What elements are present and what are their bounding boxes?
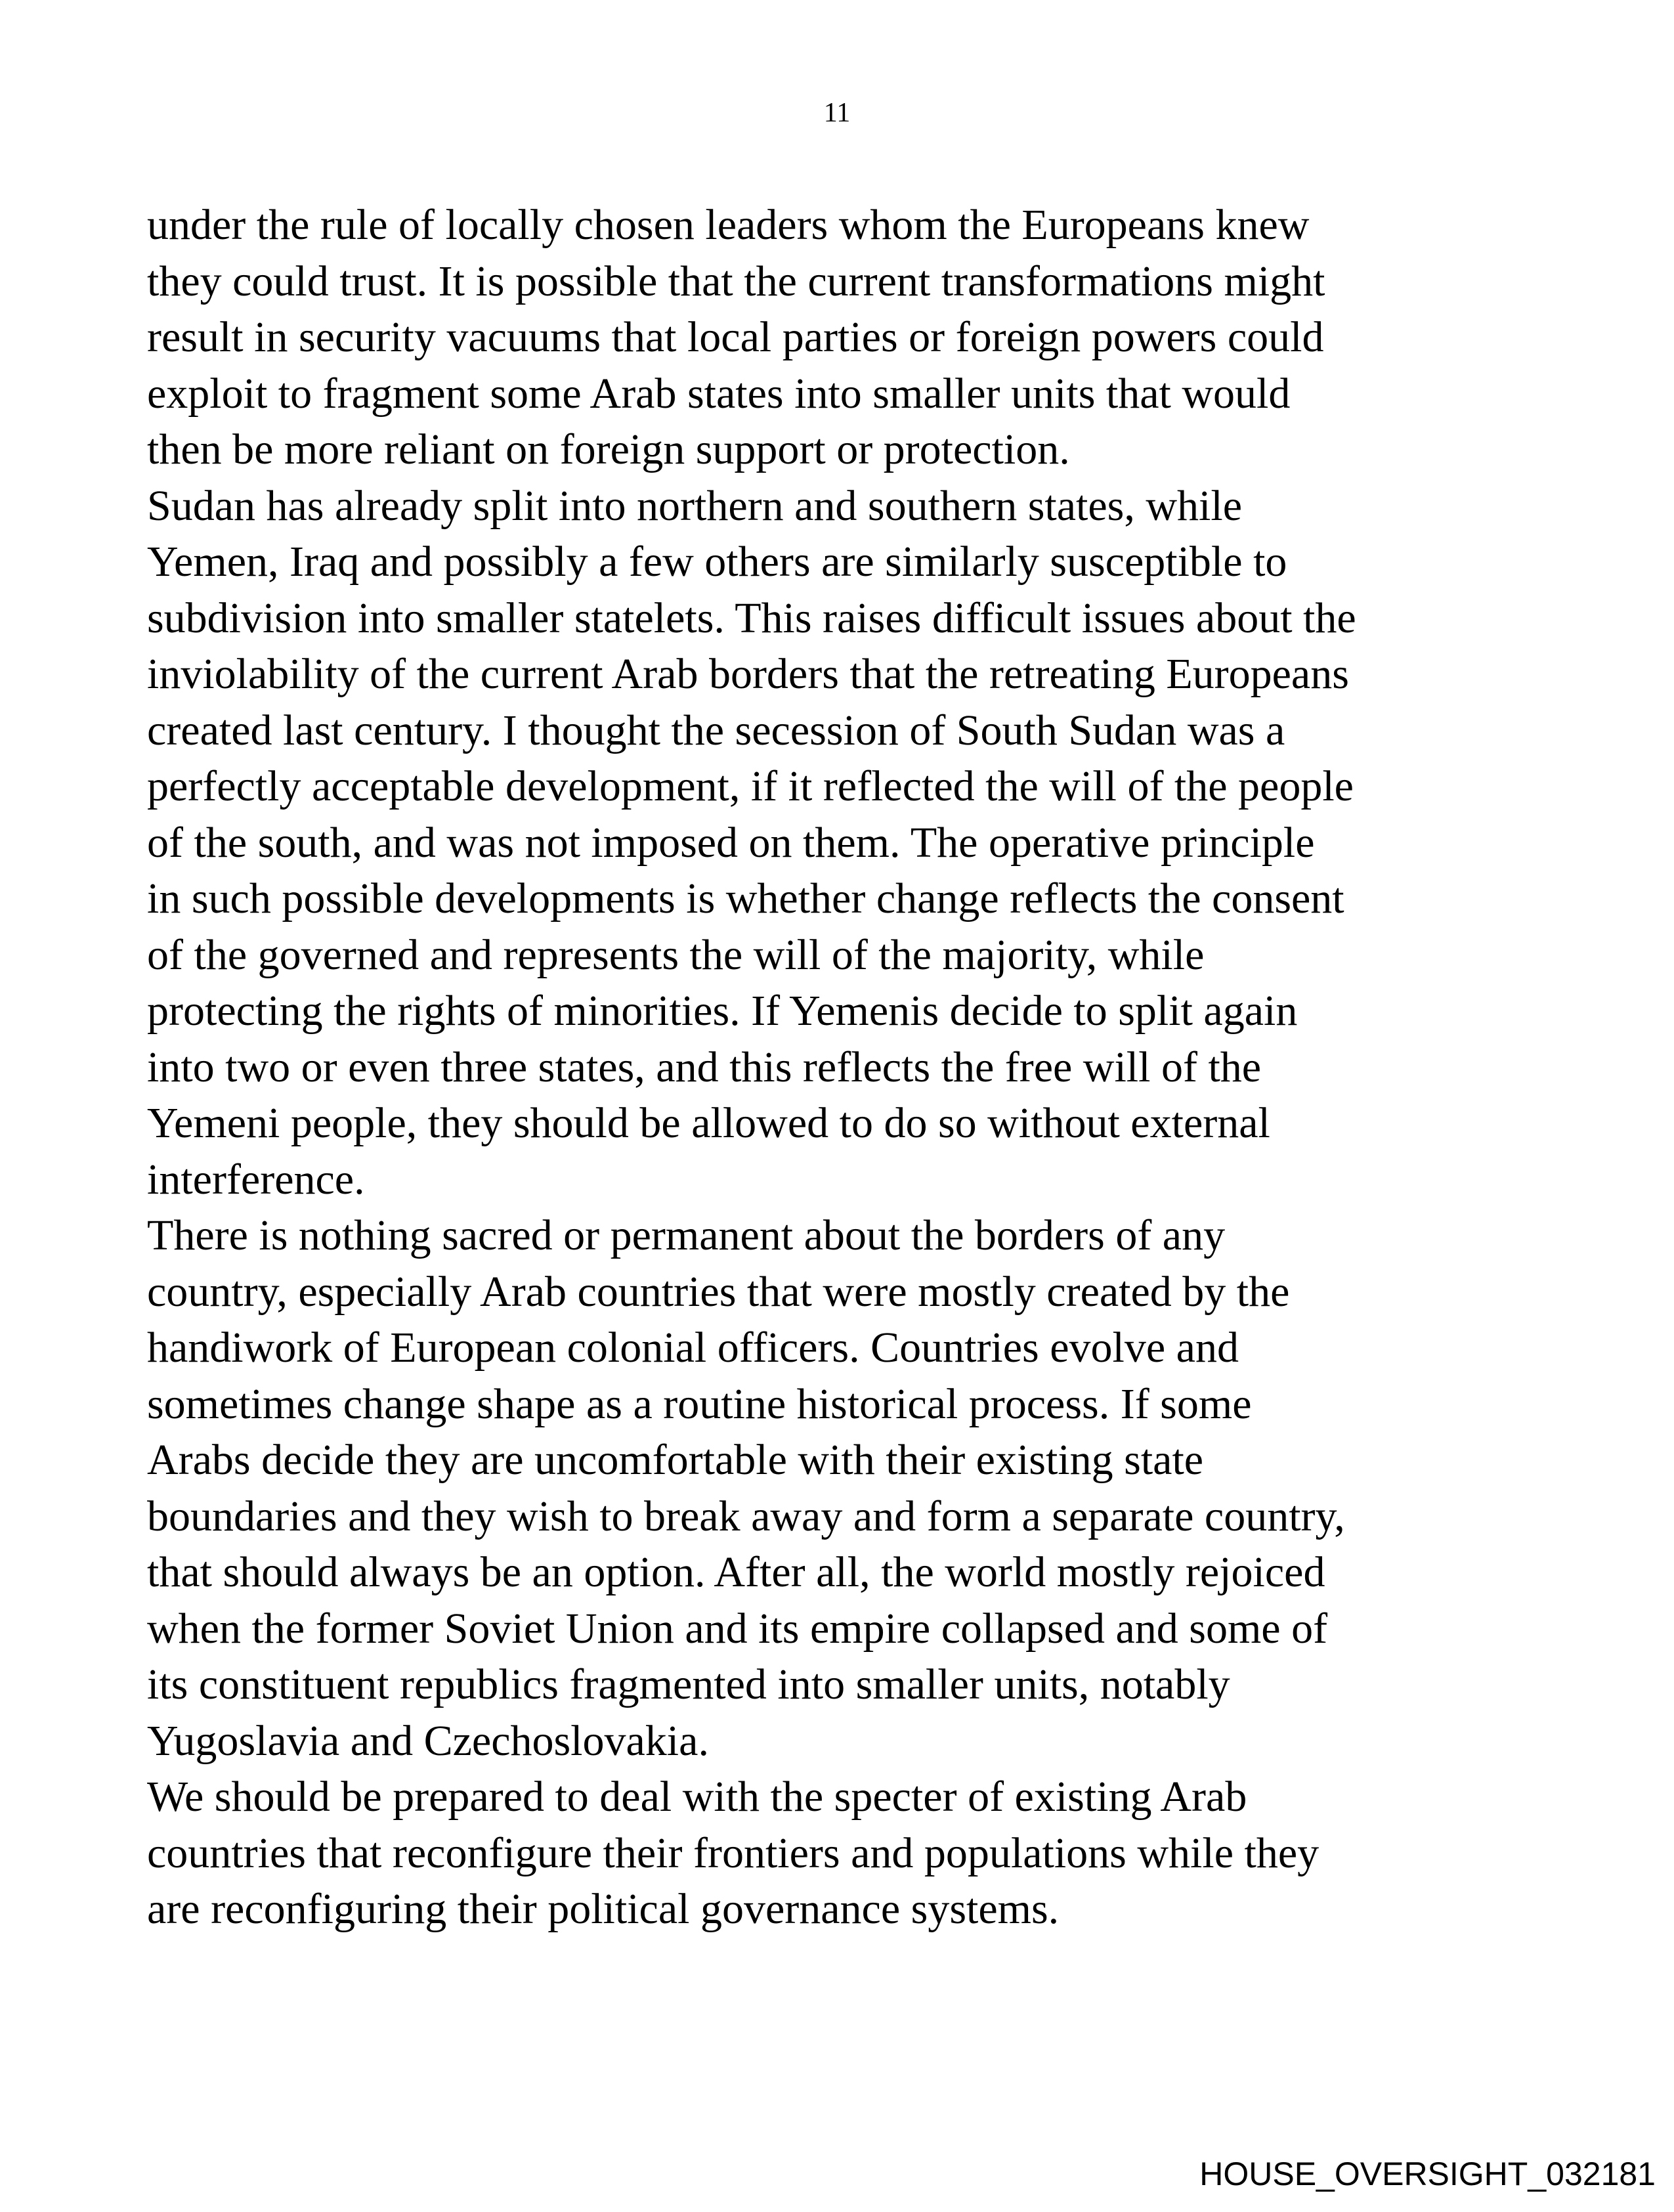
text-line: Yugoslavia and Czechoslovakia. bbox=[147, 1716, 709, 1765]
document-control-number: HOUSE_OVERSIGHT_032181 bbox=[1199, 2156, 1656, 2192]
body-text bbox=[147, 197, 1558, 1938]
text-line: boundaries and they wish to break away and form a separate country, bbox=[147, 1492, 1345, 1540]
text-line: perfectly acceptable development, if it reflected the will of the people bbox=[147, 762, 1354, 810]
text-line: Sudan has already split into northern and southern states, while bbox=[147, 481, 1242, 530]
text-line: interference. bbox=[147, 1155, 365, 1204]
text-line: created last century. I thought the secession of South Sudan was a bbox=[147, 706, 1285, 754]
text-line: of the governed and represents the will of the majority, while bbox=[147, 930, 1205, 979]
text-line: country, especially Arab countries that were mostly created by the bbox=[147, 1267, 1290, 1316]
text-line: result in security vacuums that local parties or foreign powers could bbox=[147, 313, 1324, 361]
text-line: into two or even three states, and this reflects the free will of the bbox=[147, 1043, 1262, 1091]
text-line: There is nothing sacred or permanent about the borders of any bbox=[147, 1211, 1226, 1259]
text-line: its constituent republics fragmented into smaller units, notably bbox=[147, 1660, 1230, 1708]
text-line: they could trust. It is possible that the current transformations might bbox=[147, 257, 1325, 305]
text-line: subdivision into smaller statelets. This raises difficult issues about the bbox=[147, 594, 1356, 642]
text-line: handiwork of European colonial officers. Countries evolve and bbox=[147, 1324, 1239, 1372]
text-line: sometimes change shape as a routine historical process. If some bbox=[147, 1379, 1252, 1428]
text-line: protecting the rights of minorities. If Yemenis decide to split again bbox=[147, 987, 1298, 1035]
text-line: Yemen, Iraq and possibly a few others are similarly susceptible to bbox=[147, 538, 1287, 586]
text-line: We should be prepared to deal with the specter of existing Arab bbox=[147, 1773, 1247, 1821]
text-line: under the rule of locally chosen leaders whom the Europeans knew bbox=[147, 201, 1310, 249]
text-line: Yemeni people, they should be allowed to do so without external bbox=[147, 1099, 1270, 1147]
text-line: Arabs decide they are uncomfortable with their existing state bbox=[147, 1436, 1204, 1484]
text-line: of the south, and was not imposed on them. The operative principle bbox=[147, 818, 1315, 867]
text-line: are reconfiguring their political governance systems. bbox=[147, 1885, 1060, 1933]
text-line: then be more reliant on foreign support or protection. bbox=[147, 425, 1070, 473]
text-line: in such possible developments is whether change reflects the consent bbox=[147, 875, 1344, 922]
text-line: when the former Soviet Union and its empire collapsed and some of bbox=[147, 1604, 1328, 1653]
text-line: exploit to fragment some Arab states into smaller units that would bbox=[147, 369, 1291, 418]
text-line: that should always be an option. After all, the world mostly rejoiced bbox=[147, 1548, 1325, 1596]
text-line: inviolability of the current Arab borders that the retreating Europeans bbox=[147, 650, 1349, 698]
text-line: countries that reconfigure their frontiers and populations while they bbox=[147, 1829, 1320, 1877]
page-number: 11 bbox=[823, 98, 851, 128]
